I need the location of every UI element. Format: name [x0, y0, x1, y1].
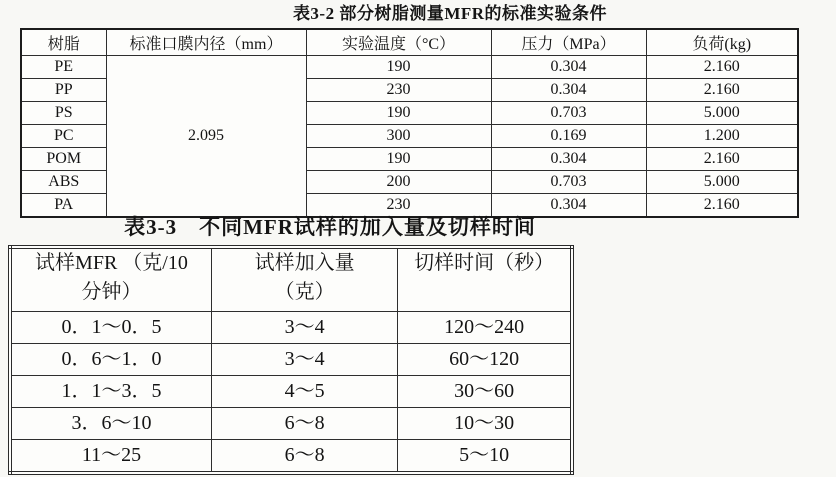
cell-temp: 300 [306, 125, 491, 148]
cell-load: 2.160 [646, 194, 798, 218]
cell-cut-time: 30～60 [398, 376, 572, 408]
header-line2: 分钟） [81, 281, 142, 303]
cell-load: 2.160 [646, 56, 798, 79]
cell-pressure: 0.304 [491, 79, 646, 102]
cell-mfr-range: 11～25 [10, 440, 211, 474]
table-row [10, 408, 572, 440]
table32-title: 表3-2 部分树脂测量MFR的标准实验条件 [292, 4, 608, 23]
table-row [10, 376, 572, 408]
header-line1: 切样时间（秒） [414, 252, 555, 274]
table32-header-row [21, 29, 798, 56]
cell-pressure: 0.703 [491, 102, 646, 125]
cell-mfr-range: 1．1～3．5 [10, 376, 211, 408]
cell-load: 5.000 [646, 102, 798, 125]
table-row [10, 312, 572, 344]
cell-pressure: 0.304 [491, 148, 646, 171]
cell-die-diameter-merged: 2.095 [106, 56, 306, 218]
cell-cut-time: 60～120 [398, 344, 572, 376]
cell-resin: POM [21, 148, 106, 171]
cell-temp: 190 [306, 56, 491, 79]
table32-resin-mfr-conditions [20, 28, 799, 218]
header-line2 [398, 278, 570, 307]
cell-load: 1.200 [646, 125, 798, 148]
table33-col-cut-time [398, 247, 572, 312]
cell-temp: 230 [306, 194, 491, 218]
cell-amount: 3～4 [211, 344, 397, 376]
table-row [10, 344, 572, 376]
table-row [21, 56, 798, 79]
cell-resin: PC [21, 125, 106, 148]
cell-load: 2.160 [646, 148, 798, 171]
table33-header-row [10, 247, 572, 312]
cell-pressure: 0.169 [491, 125, 646, 148]
table33-col-sample-amount [211, 247, 397, 312]
cell-pressure: 0.703 [491, 171, 646, 194]
cell-mfr-range: 0．6～1．0 [10, 344, 211, 376]
cell-load: 2.160 [646, 79, 798, 102]
table32-col-pressure: 压力（MPa） [491, 29, 646, 56]
table32-col-temperature: 实验温度（°C） [306, 29, 491, 56]
cell-amount: 6～8 [211, 440, 397, 474]
header-line1: 试样加入量 [254, 252, 355, 274]
table32-col-load: 负荷(kg) [646, 29, 798, 56]
cell-cut-time: 10～30 [398, 408, 572, 440]
table32-col-resin: 树脂 [21, 29, 106, 56]
cell-resin: PE [21, 56, 106, 79]
cell-mfr-range: 3．6～10 [10, 408, 211, 440]
table-row [10, 440, 572, 474]
cell-temp: 190 [306, 148, 491, 171]
cell-temp: 190 [306, 102, 491, 125]
header-line2: （克） [274, 281, 335, 303]
cell-resin: PS [21, 102, 106, 125]
cell-resin: PA [21, 194, 106, 218]
header-line1: 试样MFR （克/10 [35, 252, 188, 274]
cell-pressure: 0.304 [491, 194, 646, 218]
cell-amount: 3～4 [211, 312, 397, 344]
table33-title: 表3-3 不同MFR试样的加入量及切样时间 [124, 215, 536, 239]
cell-resin: ABS [21, 171, 106, 194]
cell-cut-time: 120～240 [398, 312, 572, 344]
cell-load: 5.000 [646, 171, 798, 194]
table33-col-sample-mfr [10, 247, 211, 312]
cell-amount: 4～5 [211, 376, 397, 408]
table32-col-die-diameter: 标准口膜内径（mm） [106, 29, 306, 56]
cell-cut-time: 5～10 [398, 440, 572, 474]
cell-resin: PP [21, 79, 106, 102]
table33-mfr-sample-amount-cut-time [8, 245, 574, 475]
cell-temp: 230 [306, 79, 491, 102]
cell-temp: 200 [306, 171, 491, 194]
cell-amount: 6～8 [211, 408, 397, 440]
cell-mfr-range: 0．1～0．5 [10, 312, 211, 344]
cell-pressure: 0.304 [491, 56, 646, 79]
